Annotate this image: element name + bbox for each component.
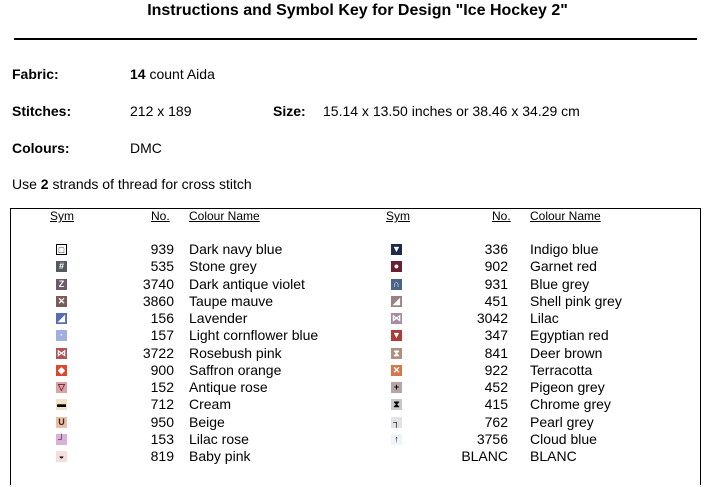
key-row [391, 414, 691, 431]
colour-name: Rosebush pink [189, 344, 282, 361]
colour-name: Light cornflower blue [189, 327, 319, 344]
page-title: Instructions and Symbol Key for Design "Ice Hockey 2" [147, 2, 568, 19]
dmc-number: 3722 [142, 344, 174, 361]
symbol-swatch-icon [56, 279, 67, 290]
key-row [56, 396, 356, 413]
symbol-glyph: ◢ [58, 313, 65, 323]
colour-name: Saffron orange [189, 361, 282, 378]
dmc-number: 156 [150, 310, 174, 326]
strands-instruction [12, 176, 252, 192]
key-row [391, 345, 691, 362]
key-row [391, 276, 691, 293]
colour-name: Stone grey [189, 258, 257, 275]
symbol-swatch-icon [56, 296, 67, 307]
key-row [391, 448, 691, 465]
key-row [56, 448, 356, 465]
fabric-label: Fabric: [12, 66, 59, 82]
key-row [391, 362, 691, 379]
symbol-swatch-icon [56, 434, 67, 445]
dmc-number: 415 [484, 396, 508, 413]
symbol-glyph: ▼ [392, 330, 401, 341]
header-sym-left: Sym [50, 209, 74, 223]
symbol-swatch-icon [56, 451, 67, 462]
colour-name: Dark navy blue [189, 241, 283, 257]
symbol-swatch-icon [391, 417, 402, 428]
symbol-swatch-icon [391, 330, 402, 341]
dmc-number: 451 [484, 292, 508, 309]
symbol-glyph: ⋈ [392, 313, 401, 323]
symbol-swatch-icon [391, 451, 402, 462]
symbol-swatch-icon [391, 365, 402, 376]
colour-name: Pearl grey [530, 413, 594, 430]
symbol-swatch-icon [391, 261, 402, 272]
colour-name: Deer brown [530, 344, 603, 361]
key-column-left [56, 241, 356, 465]
dmc-number: 157 [150, 327, 174, 344]
strands-pre: Use [12, 176, 41, 192]
key-row [56, 362, 356, 379]
symbol-swatch-icon [56, 399, 67, 410]
symbol-glyph: ⧗ [393, 347, 400, 358]
dmc-number: 3756 [476, 430, 508, 447]
symbol-swatch-icon [391, 399, 402, 410]
header-name-left: Colour Name [189, 209, 260, 223]
dmc-number: 900 [150, 361, 174, 378]
symbol-glyph: # [58, 261, 64, 272]
symbol-swatch-icon [56, 417, 67, 428]
key-row [391, 431, 691, 448]
dmc-number: 841 [484, 344, 508, 361]
key-row [391, 258, 691, 275]
fabric-count: 14 [130, 66, 146, 82]
symbol-glyph: ┘ [58, 433, 65, 444]
fabric-rest: count Aida [145, 66, 215, 82]
symbol-glyph: ↑ [394, 433, 399, 444]
symbol-swatch-icon [391, 296, 402, 307]
symbol-glyph: + [393, 382, 400, 392]
dmc-number: 3042 [476, 310, 508, 326]
symbol-glyph: ▬ [57, 399, 66, 410]
key-row [391, 241, 691, 258]
colour-name: Lavender [189, 310, 248, 326]
header-no-left: No. [151, 209, 170, 223]
key-row [56, 276, 356, 293]
key-row [391, 327, 691, 344]
symbol-swatch-icon [391, 382, 402, 393]
key-row [56, 258, 356, 275]
dmc-number: 819 [150, 448, 174, 464]
colours-label: Colours: [12, 140, 70, 156]
colour-name: Cloud blue [530, 430, 597, 447]
key-row [391, 379, 691, 396]
colour-name: Cream [189, 396, 232, 413]
symbol-glyph: ◆ [58, 364, 65, 375]
symbol-glyph: ▼ [392, 244, 401, 254]
dmc-number: 902 [484, 258, 508, 275]
strands-post: strands of thread for cross stitch [48, 176, 252, 192]
colour-name: Terracotta [530, 361, 593, 378]
key-row [56, 414, 356, 431]
key-row [56, 431, 356, 448]
colour-name: Antique rose [189, 379, 268, 395]
title-rule [14, 38, 697, 40]
key-column-right [391, 241, 691, 465]
symbol-swatch-icon [391, 244, 402, 255]
colour-name: Beige [189, 413, 225, 430]
symbol-glyph: ◢ [393, 295, 400, 306]
key-row [56, 241, 356, 258]
colour-name: Dark antique violet [189, 275, 305, 292]
symbol-swatch-icon [391, 348, 402, 359]
dmc-number: 336 [484, 241, 508, 257]
colour-name: Chrome grey [530, 396, 611, 413]
symbol-swatch-icon [391, 279, 402, 290]
key-row [56, 379, 356, 396]
symbol-glyph: ┐ [393, 416, 400, 427]
dmc-number: 712 [150, 396, 174, 413]
symbol-swatch-icon [56, 348, 67, 359]
symbol-swatch-icon [391, 434, 402, 445]
colour-name: BLANC [530, 448, 577, 464]
dmc-number: 347 [484, 327, 508, 344]
symbol-glyph: ◒ [58, 451, 65, 461]
fabric-value [130, 66, 215, 82]
symbol-swatch-icon [56, 382, 67, 393]
colour-name: Lilac rose [189, 430, 249, 447]
colour-name: Lilac [530, 310, 559, 326]
colour-name: Indigo blue [530, 241, 599, 257]
symbol-swatch-icon [56, 313, 67, 324]
stitches-label: Stitches: [12, 103, 72, 119]
dmc-number: 931 [484, 275, 508, 292]
key-row [56, 327, 356, 344]
symbol-glyph: ● [393, 261, 400, 272]
colours-value: DMC [130, 140, 162, 156]
symbol-swatch-icon [56, 261, 67, 272]
key-row [56, 310, 356, 327]
symbol-swatch-icon [56, 244, 67, 255]
dmc-number: 3740 [142, 275, 174, 292]
dmc-number: BLANC [461, 448, 508, 464]
colour-name: Garnet red [530, 258, 597, 275]
symbol-glyph: ⋈ [57, 347, 66, 358]
header-sym-right: Sym [386, 209, 410, 223]
symbol-swatch-icon [56, 365, 67, 376]
key-row [391, 293, 691, 310]
colour-name: Pigeon grey [530, 379, 605, 395]
dmc-number: 939 [150, 241, 174, 257]
key-row [56, 293, 356, 310]
size-label: Size: [273, 103, 306, 119]
key-row [391, 396, 691, 413]
dmc-number: 762 [484, 413, 508, 430]
colour-name: Shell pink grey [530, 292, 622, 309]
colour-name: Egyptian red [530, 327, 609, 344]
symbol-swatch-icon [56, 330, 67, 341]
header-name-right: Colour Name [530, 209, 601, 223]
stitches-value: 212 x 189 [130, 103, 192, 119]
colour-name: Taupe mauve [189, 292, 274, 309]
symbol-glyph: □ [58, 245, 65, 255]
dmc-number: 452 [484, 379, 508, 395]
colour-name: Blue grey [530, 275, 590, 292]
symbol-glyph: ✕ [57, 295, 66, 306]
dmc-number: 922 [484, 361, 508, 378]
dmc-number: 153 [150, 430, 174, 447]
dmc-number: 535 [150, 258, 174, 275]
colour-name: Baby pink [189, 448, 251, 464]
key-row [391, 310, 691, 327]
dmc-number: 3860 [142, 292, 174, 309]
key-row [56, 345, 356, 362]
symbol-glyph: · [60, 330, 63, 341]
dmc-number: 152 [150, 379, 174, 395]
symbol-swatch-icon [391, 313, 402, 324]
symbol-glyph: Z [58, 278, 65, 289]
symbol-glyph: ✕ [392, 364, 401, 375]
symbol-glyph: U [58, 416, 65, 427]
symbol-glyph: ∩ [393, 278, 400, 289]
header-no-right: No. [492, 209, 511, 223]
symbol-glyph: ▽ [58, 382, 65, 392]
symbol-glyph: ⧗ [393, 399, 400, 410]
size-value: 15.14 x 13.50 inches or 38.46 x 34.29 cm [323, 103, 580, 119]
dmc-number: 950 [150, 413, 174, 430]
strands-num: 2 [40, 176, 49, 192]
